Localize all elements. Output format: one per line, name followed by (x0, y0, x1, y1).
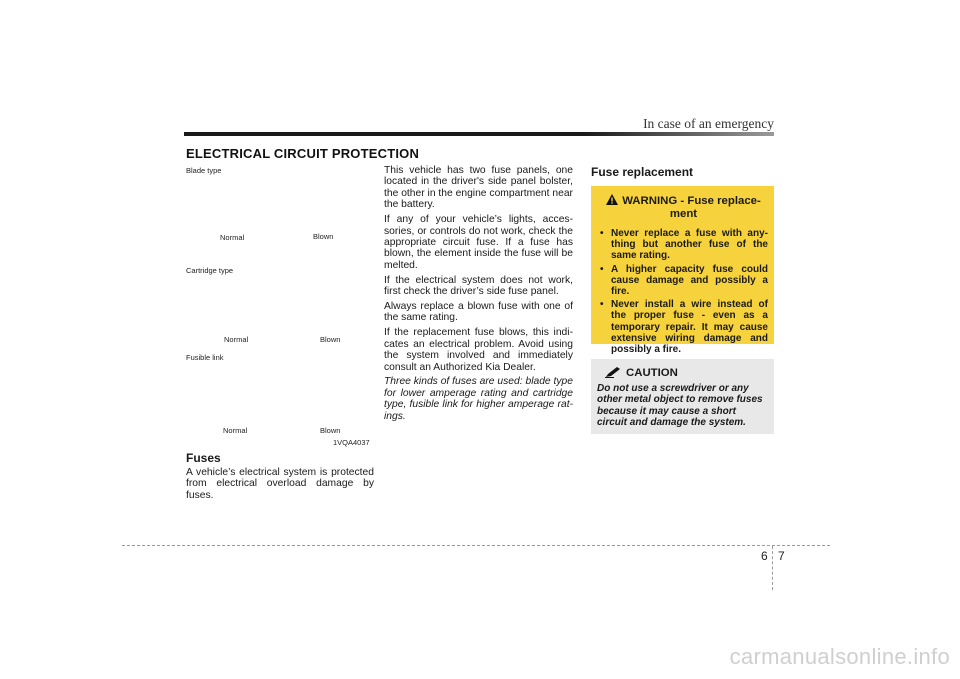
cartridge-normal-label: Normal (224, 335, 249, 344)
blade-blown-label: Blown (313, 232, 334, 241)
cartridge-type-label: Cartridge type (186, 266, 234, 275)
warning-title-text: WARNING - Fuse replace-ment (622, 195, 761, 220)
section-title: ELECTRICAL CIRCUIT PROTECTION (186, 146, 420, 161)
fusible-blown-label: Blown (320, 426, 341, 435)
middle-column (384, 165, 573, 426)
warning-icon (606, 194, 618, 208)
warning-item: • A higher capacity fuse could cause damage and possibly a fire. (599, 264, 768, 298)
paragraph-6: Three kinds of fuses are used: blade type for lower amperage rating and cartridge type, fusible link for higher amperage rat-ings. (384, 376, 573, 422)
chapter-number: 6 (761, 549, 768, 563)
warning-item: • Never install a wire instead of the proper fuse - even as a temporary repair. It may cause extensive wiring damage and possibly a fire. (599, 299, 768, 355)
caution-title (597, 366, 768, 381)
warning-item: • Never replace a fuse with any-thing but another fuse of the same rating. (599, 228, 768, 262)
blade-normal-label: Normal (220, 233, 245, 242)
blade-type-label: Blade type (186, 166, 222, 175)
caution-box (591, 359, 774, 434)
watermark: carmanualsonline.info (729, 644, 950, 669)
fuse-replacement-heading: Fuse replacement (591, 165, 694, 179)
paragraph-2: If any of your vehicle’s lights, acces-sories, or controls do not work, check the appropriate circuit fuse. If a fuse has blown, the element inside the fuse will be melted. (384, 214, 573, 271)
warning-list (599, 228, 768, 355)
paragraph-3: If the electrical system does not work, first check the driver’s side fuse panel. (384, 274, 573, 298)
warning-title (599, 194, 768, 220)
page-number: 7 (778, 549, 785, 563)
paragraph-5: If the replacement fuse blows, this indi-cates an electrical problem. Avoid using the system involved and immediately consult an Authorized Kia Dealer. (384, 327, 573, 373)
fusible-normal-label: Normal (223, 426, 248, 435)
chapter-title: In case of an emergency (643, 116, 774, 131)
warning-box (591, 186, 774, 356)
figure-code: 1VQA4037 (333, 438, 370, 447)
caution-title-text: CAUTION (626, 367, 678, 379)
caution-text: Do not use a screwdriver or any other metal object to remove fuses because it may cause a short circuit and damage the system. (597, 383, 763, 428)
page-number-separator (772, 546, 773, 590)
fusible-link-label: Fusible link (186, 353, 224, 362)
cartridge-blown-label: Blown (320, 335, 341, 344)
paragraph-1: This vehicle has two fuse panels, one located in the driver's side panel bolster, the other in the engine compartment near the battery. (384, 165, 573, 211)
paragraph-4: Always replace a blown fuse with one of the same rating. (384, 300, 573, 324)
header-rule (184, 132, 774, 136)
pencil-icon (605, 366, 621, 381)
fuses-text (186, 467, 374, 505)
fuses-heading: Fuses (186, 451, 221, 465)
footer-rule (122, 545, 830, 546)
fuses-paragraph: A vehicle’s electrical system is protected from electrical overload damage by fuses. (186, 467, 374, 501)
